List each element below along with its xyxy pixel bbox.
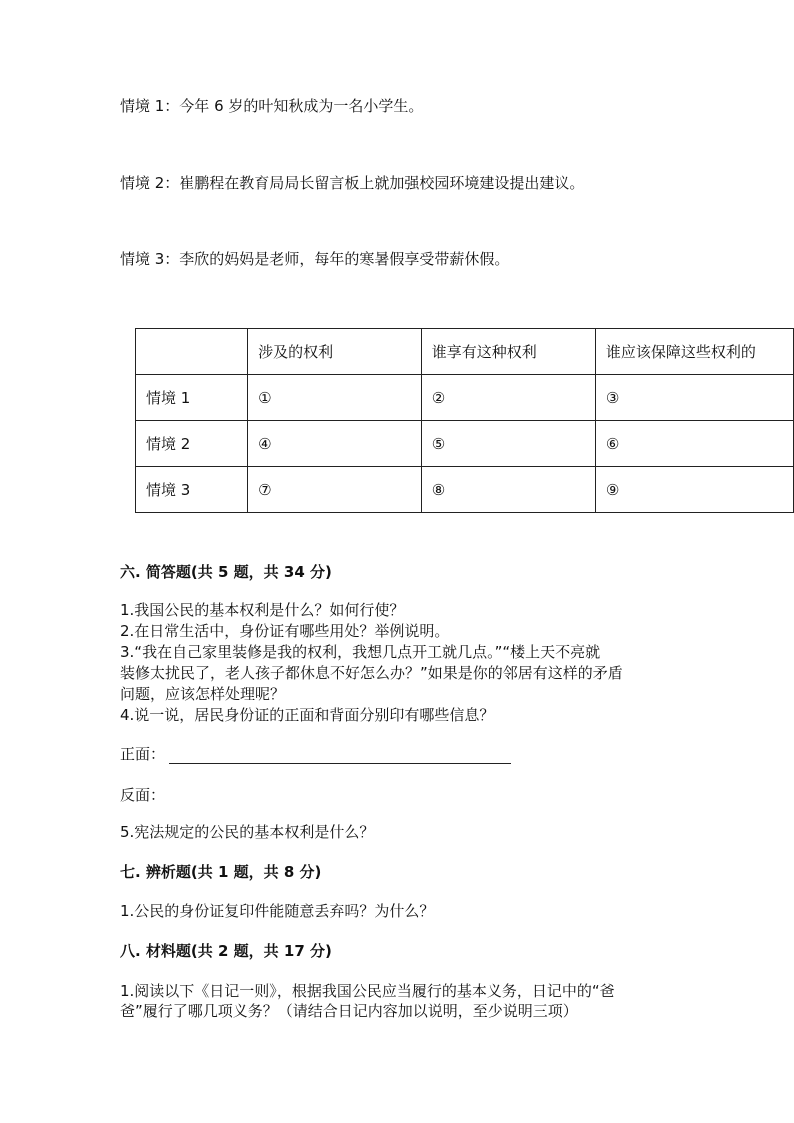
scenario-2: 情境 2：崔鹏程在教育局局长留言板上就加强校园环境建设提出建议。	[120, 174, 585, 192]
scenario-3: 情境 3：李欣的妈妈是老师，每年的寒暑假享受带薪休假。	[120, 250, 510, 268]
table-header-cell: 谁享有这种权利	[421, 329, 595, 375]
table-header-cell	[136, 329, 248, 375]
question-6-5: 5.宪法规定的公民的基本权利是什么？	[120, 823, 375, 841]
question-6-3-line-3: 问题，应该怎样处理呢？	[120, 685, 286, 703]
table-row	[136, 375, 794, 421]
table-cell: ②	[421, 375, 595, 421]
question-6-3-line-1: 3.“我在自己家里装修是我的权利，我想几点开工就几点。”“楼上天不亮就	[120, 643, 601, 661]
table-row	[136, 467, 794, 513]
front-label: 正面：	[120, 745, 166, 763]
question-6-3-line-2: 装修太扰民了，老人孩子都休息不好怎么办？”如果是你的邻居有这样的矛盾	[120, 664, 623, 682]
table-cell: ①	[248, 375, 422, 421]
table-cell: ④	[248, 421, 422, 467]
rights-table	[135, 328, 794, 513]
question-6-2: 2.在日常生活中，身份证有哪些用处？举例说明。	[120, 622, 450, 640]
scenario-1: 情境 1：今年 6 岁的叶知秋成为一名小学生。	[120, 97, 424, 115]
section-7-heading: 七. 辨析题(共 1 题，共 8 分)	[120, 863, 322, 881]
table-header-row	[136, 329, 794, 375]
table-cell: ③	[595, 375, 793, 421]
question-8-1-line-2: 爸”履行了哪几项义务？（请结合日记内容加以说明，至少说明三项）	[120, 1002, 578, 1020]
section-8-heading: 八. 材料题(共 2 题，共 17 分)	[120, 942, 332, 960]
table-cell: 情境 2	[136, 421, 248, 467]
table-cell: ⑤	[421, 421, 595, 467]
table-cell: ⑥	[595, 421, 793, 467]
table-header-cell: 谁应该保障这些权利的	[595, 329, 793, 375]
table-cell: ⑦	[248, 467, 422, 513]
question-6-1: 1.我国公民的基本权利是什么？如何行使？	[120, 601, 405, 619]
front-answer-blank[interactable]	[169, 747, 511, 764]
question-8-1-line-1: 1.阅读以下《日记一则》，根据我国公民应当履行的基本义务，日记中的“爸	[120, 982, 615, 1000]
section-6-heading: 六. 简答题(共 5 题，共 34 分)	[120, 563, 332, 581]
table-cell: ⑧	[421, 467, 595, 513]
table-cell: ⑨	[595, 467, 793, 513]
table-cell: 情境 3	[136, 467, 248, 513]
question-6-4: 4.说一说，居民身份证的正面和背面分别印有哪些信息？	[120, 706, 495, 724]
table-row	[136, 421, 794, 467]
front-answer-line	[120, 744, 511, 764]
question-7-1: 1.公民的身份证复印件能随意丢弃吗？为什么？	[120, 902, 435, 920]
back-label: 反面：	[120, 786, 166, 804]
table-header-cell: 涉及的权利	[248, 329, 422, 375]
table-cell: 情境 1	[136, 375, 248, 421]
